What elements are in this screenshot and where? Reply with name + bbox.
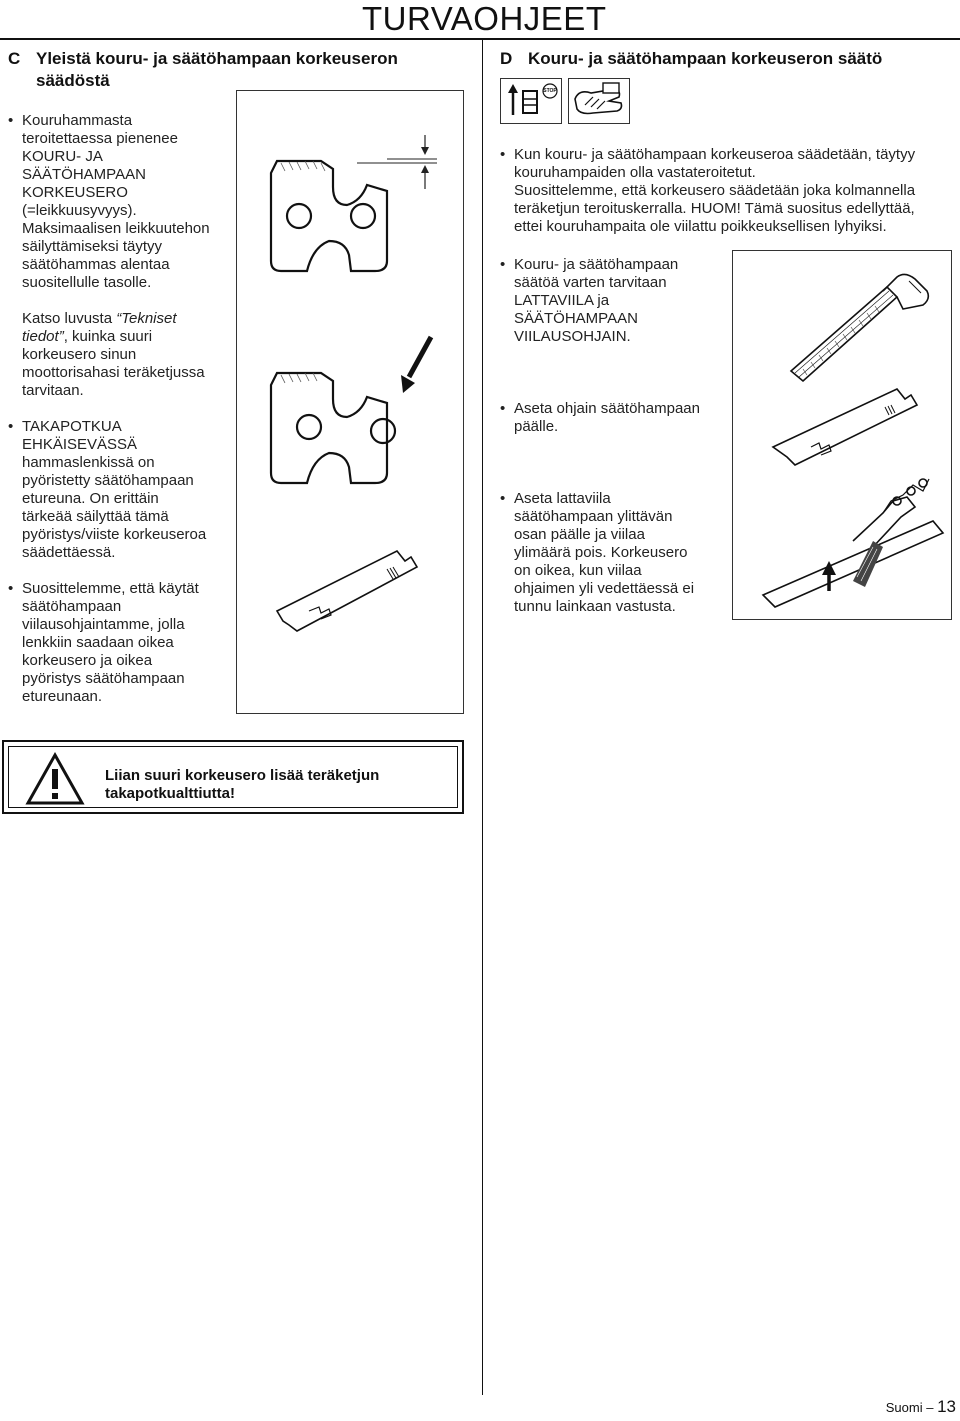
left-paragraph-1: • Kouruhammasta teroitettaessa pienenee KOURU- JA SÄÄTÖHAMPAAN KORKEUSERO (=leikkuusyvyys). Maksimaalisen leikkuutehon säilyttämiseksi täytyy säätöhammas alentaa suositellulle tasolle. xyxy=(8,112,234,292)
section-d-heading xyxy=(500,48,950,70)
warning-triangle-icon xyxy=(25,751,85,807)
right-paragraph-4: • Aseta lattaviila säätöhampaan ylittävän osan päälle ja viilaa ylimäärä pois. Korkeusero on oikea, kun viilaa ohjaimen yli vedettäessä ei tunnu lainkaan vastusta. xyxy=(500,490,720,616)
left-text-column xyxy=(8,112,234,706)
chain-link-bottom xyxy=(271,373,395,483)
left-paragraph-2: Katso luvusta “Tekniset tiedot”, kuinka suuri korkeusero sinun moottorisahasi teräketjussa tarvitaan. xyxy=(22,310,205,399)
chain-link-figure xyxy=(236,90,464,714)
flat-file xyxy=(791,274,928,381)
upward-arrow xyxy=(822,561,836,591)
file-blade xyxy=(853,541,883,587)
column-divider xyxy=(482,40,483,1395)
right-paragraph-1: • Kun kouru- ja säätöhampaan korkeuseroa säädetään, täytyy kouruhampaiden olla vastateroitetut. Suosittelemme, että korkeusero säädetään joka kolmannella teräketjun teroituskerralla. HUOM! Tämä suositus edellyttää, ettei kouruhampaita ole viilattu poikkeuksellisen lyhyiksi. xyxy=(500,146,952,236)
page-title: TURVAOHJEET xyxy=(362,0,607,37)
left-paragraph-3: • TAKAPOTKUA EHKÄISEVÄSSÄ hammaslenkissä on pyöristetty säätöhampaan etureuna. On erittäin tärkeää säilyttää tämä pyöristys/viiste korkeuseroa säädettäessä. xyxy=(8,418,234,562)
chain-with-file xyxy=(763,479,943,607)
section-d-title: Kouru- ja säätöhampaan korkeuseron säätö xyxy=(528,49,883,68)
filing-tools-figure xyxy=(732,250,952,620)
filing-gauge-right xyxy=(773,389,917,465)
warning-text: Liian suuri korkeusero lisää teräketjun takapotkualttiutta! xyxy=(105,767,380,802)
right-paragraph-2: • Kouru- ja säätöhampaan säätöä varten tarvitaan LATTAVIILA ja SÄÄTÖHAMPAAN VIILAUSOHJAIN. xyxy=(500,256,720,346)
page-number: 13 xyxy=(937,1397,956,1416)
chain-link-illustration xyxy=(237,91,462,712)
page-footer xyxy=(886,1397,956,1417)
chain-link-top-hatch xyxy=(281,161,325,171)
section-c-heading xyxy=(8,48,448,92)
pointer-arrow xyxy=(401,337,431,393)
warning-box xyxy=(2,740,464,814)
left-paragraph-4: • Suosittelemme, että käytät säätöhampaan viilausohjaintamme, jolla lenkkiin saadaan oikea korkeusero ja oikea pyöristys säätöhampaan etureunaan. xyxy=(8,580,234,706)
right-paragraph-3: • Aseta ohjain säätöhampaan päälle. xyxy=(500,400,720,436)
section-d-letter: D xyxy=(500,49,513,68)
section-c-title: Yleistä kouru- ja säätöhampaan korkeuseron säädöstä xyxy=(36,49,398,90)
section-c-letter: C xyxy=(8,49,21,68)
warning-box-inner xyxy=(8,746,458,808)
arrow-gauge-icon xyxy=(500,78,562,124)
stop-hand-icon xyxy=(568,78,630,124)
footer-language: Suomi – xyxy=(885,1400,934,1415)
stop-label: STOP xyxy=(543,88,557,94)
filing-tools-illustration xyxy=(733,251,950,618)
filing-gauge xyxy=(277,551,417,631)
title-rule xyxy=(0,38,960,40)
chain-link-top xyxy=(271,161,387,271)
